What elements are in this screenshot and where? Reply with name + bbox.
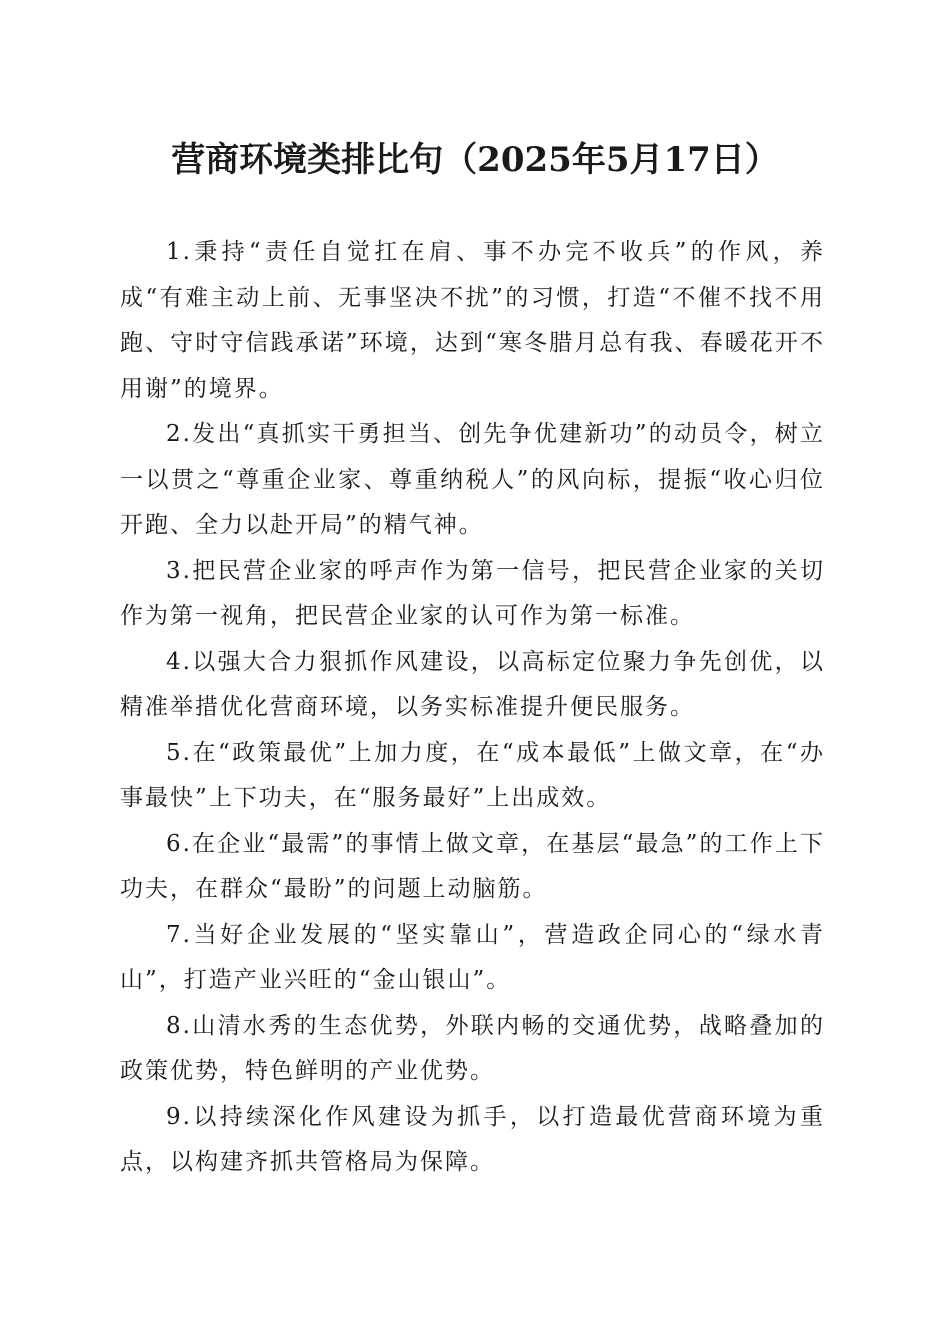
paragraph-1: 1.秉持“责任自觉扛在肩、事不办完不收兵”的作风，养成“有难主动上前、无事坚决不扰”的习惯，打造“不催不找不用跑、守时守信践承诺”环境，达到“寒冬腊月总有我、春暖花开不用谢”的境界。 bbox=[120, 239, 825, 402]
paragraph-8: 8.山清水秀的生态优势，外联内畅的交通优势，战略叠加的政策优势，特色鲜明的产业优势。 bbox=[120, 1012, 825, 1084]
document-body bbox=[120, 230, 825, 1186]
document-title: 营商环境类排比句（2025年5月17日） bbox=[171, 140, 779, 180]
paragraph-7: 7.当好企业发展的“坚实靠山”，营造政企同心的“绿水青山”，打造产业兴旺的“金山银山”。 bbox=[120, 921, 825, 993]
paragraph-4: 4.以强大合力狠抓作风建设，以高标定位聚力争先创优，以精准举措优化营商环境，以务实标准提升便民服务。 bbox=[120, 648, 825, 720]
paragraph-2: 2.发出“真抓实干勇担当、创先争优建新功”的动员令，树立一以贯之“尊重企业家、尊重纳税人”的风向标，提振“收心归位开跑、全力以赴开局”的精气神。 bbox=[120, 421, 825, 538]
paragraph-3: 3.把民营企业家的呼声作为第一信号，把民营企业家的关切作为第一视角，把民营企业家的认可作为第一标准。 bbox=[120, 557, 825, 629]
paragraph-9: 9.以持续深化作风建设为抓手，以打造最优营商环境为重点，以构建齐抓共管格局为保障。 bbox=[120, 1103, 825, 1175]
paragraph-6: 6.在企业“最需”的事情上做文章，在基层“最急”的工作上下功夫，在群众“最盼”的问题上动脑筋。 bbox=[120, 830, 825, 902]
paragraph-5: 5.在“政策最优”上加力度，在“成本最低”上做文章，在“办事最快”上下功夫，在“服务最好”上出成效。 bbox=[120, 739, 825, 811]
